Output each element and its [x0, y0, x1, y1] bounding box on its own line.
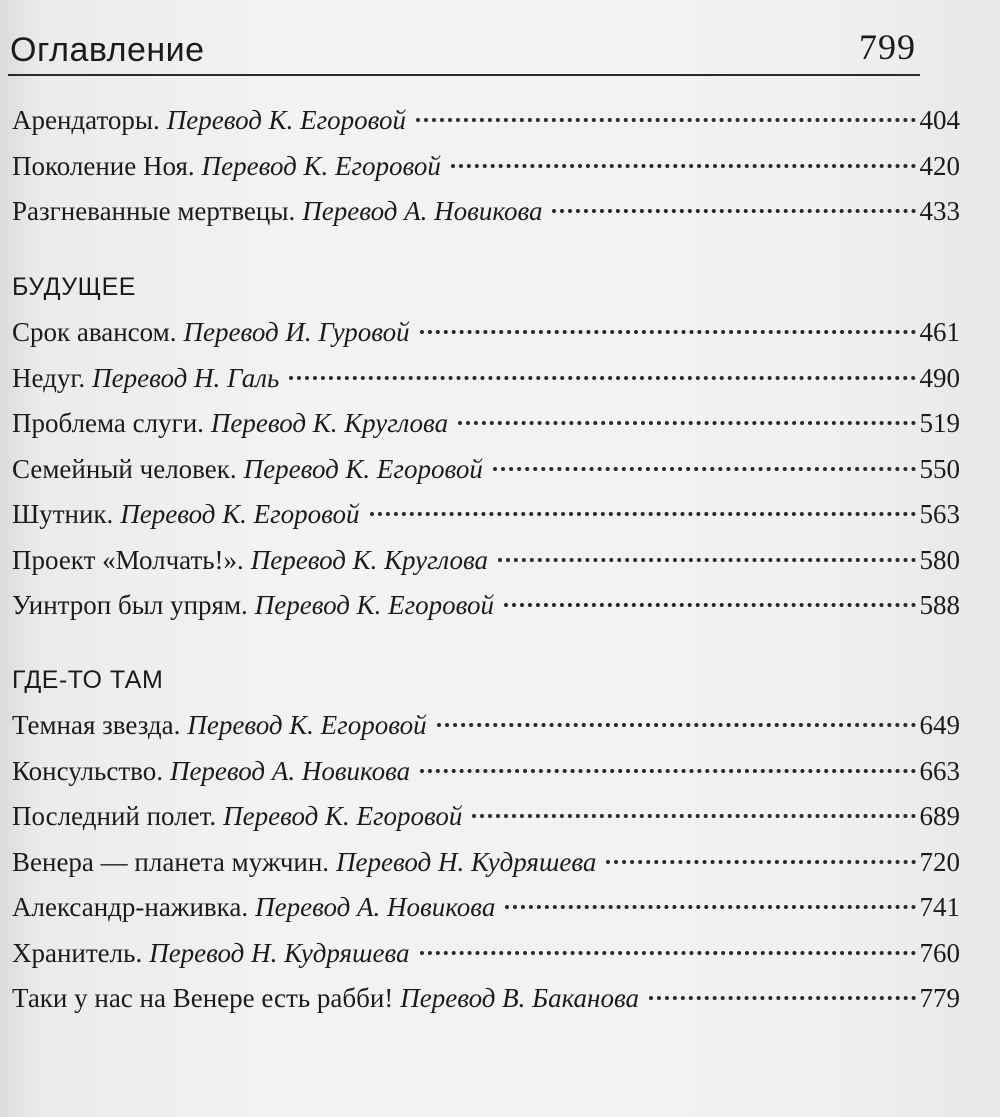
toc-entry	[12, 98, 960, 144]
entry-page: 663	[919, 755, 960, 786]
dot-leader	[472, 813, 915, 818]
dot-leader	[458, 420, 915, 425]
dot-leader	[420, 329, 916, 334]
story-title: Проблема слуги.	[12, 408, 204, 438]
toc-entry	[12, 703, 960, 749]
entry-page: 760	[919, 937, 960, 968]
translator: Перевод К. Круглова	[210, 408, 449, 438]
translator: Перевод А. Новикова	[255, 892, 496, 922]
dot-leader	[498, 557, 916, 562]
dot-leader	[420, 950, 916, 955]
story-title: Венера — планета мужчин.	[12, 846, 330, 877]
toc-entry	[12, 931, 960, 977]
toc-section-future	[12, 270, 960, 629]
story-title: Таки у нас на Венере есть рабби!	[12, 983, 394, 1013]
toc-entry	[12, 144, 960, 190]
entry-page: 404	[919, 105, 960, 135]
story-title: Проект «Молчать!».	[12, 544, 244, 575]
section-heading: ГДЕ-ТО ТАМ	[12, 666, 164, 694]
translator: Перевод И. Гуровой	[183, 317, 410, 347]
dot-leader	[370, 511, 916, 516]
toc-entry	[12, 356, 960, 402]
entry-page: 588	[919, 590, 960, 620]
page-header	[8, 28, 920, 76]
translator: Перевод К. Егоровой	[223, 801, 463, 831]
story-title: Уинтроп был упрям.	[12, 590, 248, 620]
dot-leader	[437, 722, 916, 727]
entry-page: 741	[919, 892, 960, 922]
toc-entry	[12, 538, 960, 584]
translator: Перевод А. Новикова	[169, 755, 411, 786]
entry-page: 649	[919, 710, 960, 740]
translator: Перевод Н. Кудряшева	[149, 937, 410, 968]
dot-leader	[493, 466, 916, 471]
story-title: Консульство.	[12, 755, 163, 786]
translator: Перевод Н. Кудряшева	[336, 846, 597, 877]
page-title: Оглавление	[10, 31, 205, 69]
translator: Перевод К. Егоровой	[187, 710, 427, 740]
story-title: Темная звезда.	[12, 710, 181, 740]
story-title: Александр-наживка.	[12, 892, 249, 922]
dot-leader	[420, 768, 915, 773]
translator: Перевод К. Егоровой	[120, 499, 360, 529]
toc-entry	[12, 447, 960, 493]
toc-section-continued	[12, 98, 960, 235]
toc-entry	[12, 583, 960, 629]
story-title: Шутник.	[12, 499, 114, 529]
section-heading: БУДУЩЕЕ	[12, 273, 136, 301]
story-title: Последний полет.	[12, 801, 217, 831]
translator: Перевод К. Егоровой	[201, 150, 441, 181]
toc-entry	[12, 492, 960, 538]
translator: Перевод А. Новикова	[302, 196, 543, 226]
entry-page: 519	[919, 408, 960, 438]
dot-leader	[416, 117, 916, 122]
toc-entry	[12, 885, 960, 931]
entry-page: 580	[919, 544, 960, 575]
story-title: Поколение Ноя.	[12, 150, 195, 181]
translator: Перевод К. Егоровой	[254, 590, 494, 620]
page-number: 799	[859, 27, 916, 67]
toc-entry	[12, 976, 960, 1022]
story-title: Недуг.	[12, 362, 86, 393]
entry-page: 420	[919, 150, 960, 181]
entry-page: 720	[919, 846, 960, 877]
story-title: Арендаторы.	[12, 105, 160, 135]
dot-leader	[649, 995, 916, 1000]
dot-leader	[552, 208, 915, 213]
toc-entry	[12, 794, 960, 840]
dot-leader	[606, 859, 915, 864]
translator: Перевод К. Егоровой	[243, 453, 483, 484]
translator: Перевод Н. Галь	[92, 362, 280, 393]
story-title: Семейный человек.	[12, 453, 237, 484]
entry-page: 550	[919, 453, 960, 484]
entry-page: 490	[919, 362, 960, 393]
dot-leader	[289, 375, 915, 380]
story-title: Срок авансом.	[12, 317, 177, 347]
entry-page: 563	[919, 499, 960, 529]
translator: Перевод К. Егоровой	[166, 105, 406, 135]
dot-leader	[451, 163, 916, 168]
entry-page: 433	[919, 196, 960, 226]
toc-entry	[12, 189, 960, 235]
dot-leader	[504, 602, 916, 607]
toc-section-somewhere-there	[12, 663, 960, 1022]
toc-entry	[12, 401, 960, 447]
toc-entry	[12, 749, 960, 795]
translator: Перевод В. Баканова	[400, 983, 639, 1013]
toc-entry	[12, 840, 960, 886]
dot-leader	[505, 904, 915, 909]
toc-entry	[12, 310, 960, 356]
entry-page: 689	[919, 801, 960, 831]
story-title: Разгневанные мертвецы.	[12, 196, 296, 226]
entry-page: 779	[919, 983, 960, 1013]
translator: Перевод К. Круглова	[250, 544, 488, 575]
story-title: Хранитель.	[12, 937, 143, 968]
entry-page: 461	[919, 317, 960, 347]
